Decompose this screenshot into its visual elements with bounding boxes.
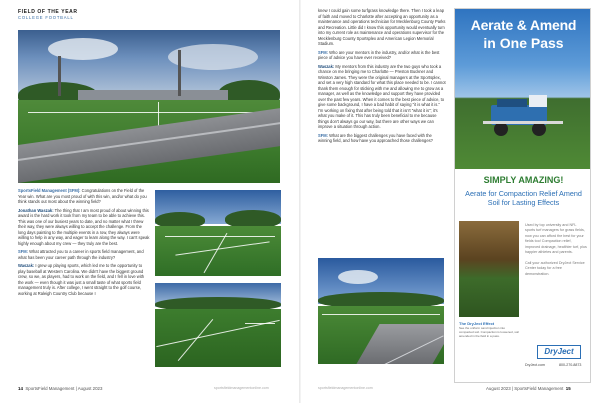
- speaker-label: Waszak:: [18, 263, 35, 268]
- right-page-number: 15: [565, 386, 571, 391]
- speaker-label: SFM:: [318, 132, 329, 138]
- field-photo-3: [318, 258, 444, 364]
- left-publication: SportsField Management: [25, 386, 75, 391]
- speaker-label: SportsField Management (SFM):: [18, 188, 81, 193]
- ad-tagline: Aerate for Compaction Relief Amend Soil for Lasting Effects: [465, 189, 582, 207]
- field-photo-2: [155, 283, 281, 367]
- dryject-advertisement[interactable]: [454, 8, 591, 383]
- para-text: Who are your mentors in the industry, and/or what is the best piece of advice you have ever received?: [318, 49, 440, 60]
- ad-cta-copy: Call your authorized DryJect Service Center today for a free demonstration.: [525, 260, 585, 276]
- section-kicker: FIELD OF THE YEAR: [18, 9, 78, 15]
- page-gutter: [299, 0, 301, 403]
- right-para-1: [318, 8, 446, 47]
- right-publication: SportsField Management: [514, 386, 564, 391]
- left-para-2: [18, 208, 150, 247]
- ad-subhead: SIMPLY AMAZING!: [483, 175, 564, 185]
- para-text: I grew up playing sports, which led me to the opportunity to play baseball at Western Carolina. We didn't have the biggest ground crew, so we, as players, had to work on the field, and I fell in love with the work — even though it was just a small taste of what sports field management truly is. After college, I went straight to the golf course, working at Raleigh Country Club because I: [18, 263, 145, 296]
- right-footer-url: sportsfieldmanagementonline.com: [318, 386, 373, 390]
- ad-website-link[interactable]: DryJect.com: [525, 363, 545, 367]
- dryject-logo[interactable]: DryJect: [537, 345, 581, 359]
- right-para-4: [318, 133, 446, 144]
- right-article-column: [318, 8, 446, 147]
- right-issue: August 2023: [486, 386, 511, 391]
- section-subtitle: COLLEGE FOOTBALL: [18, 15, 74, 20]
- ad-phone-number: 800-270-8873: [559, 363, 582, 367]
- para-text: The thing that I am most proud of about winning this award is the hard work it took from my team to be able to achieve this. This was one of our busiest years to date, and no matter what I threw their way, they were always willing to accept the challenge. From the long days painting to the multiple events in a row, they always were willing to help in any way, and eager to learn along the way. I can't speak highly enough about my crew — they truly are the best.: [18, 207, 150, 246]
- speaker-label: SFM:: [18, 249, 29, 254]
- right-footer: August 2023 | SportsField Management 15: [486, 386, 571, 391]
- para-text: My mentors from this industry are the two guys who took a chance on me bringing me to Charlotte — Preston Buckner and Winston James. They were the original managers at the Sportsplex, and set a very high standard for what this place needed to be. I cannot thank them enough for sticking with me and allowing me to grow as a manager, as well as the knowledge and support they have provided over the past few years. When it comes to the best piece of advice, to give some background, I have a bad habit of saying "it is what it is." I'm working on fixing that after being told that it isn't "what it is"; it's what you make of it. This has truly been beneficial to me because things don't always go our way, but there are other ways we can improve a situation through action.: [318, 63, 446, 129]
- aerator-machine-illustration: [483, 91, 563, 139]
- left-footer-url: sportsfieldmanagementonline.com: [214, 386, 269, 390]
- left-page-number: 14: [18, 386, 23, 391]
- ad-body-text: [525, 223, 587, 277]
- right-para-2: [318, 50, 446, 61]
- field-photo-1: [155, 190, 281, 276]
- para-text: What attracted you to a career in sports field management, and what has been your career path through the industry?: [18, 249, 144, 260]
- speaker-label: Jonathan Waszak:: [18, 207, 54, 213]
- speaker-label: SFM:: [318, 49, 329, 55]
- ad-hero-image: [455, 9, 591, 169]
- stadium-photo: [18, 30, 280, 183]
- ad-soil-photo: [459, 221, 519, 317]
- left-para-4: [18, 263, 150, 296]
- left-para-3: [18, 249, 150, 260]
- ad-caption: See the uniform sand injection into compacted soil. Compaction is loosened, soil amended in the field in a pass.: [459, 326, 519, 338]
- ad-body-copy: Used by top university and NFL sports turf managers for grass fields, now you can afford the best for your fields too! Compaction relief, improved drainage, healthier turf, plus happier athletes and parents.: [525, 223, 587, 255]
- ad-headline-line-2: in One Pass: [483, 35, 564, 51]
- para-text: knew I could gain some turfgrass knowledge there. Then I took a leap of faith and moved to Charlotte after accepting an opportunity as a maintenance and operations technician for Mecklenburg County Parks and Recreation. Little did I know this opportunity would eventually turn into my current role as maintenance and operations supervisor for the Mecklenburg County Sportsplex and American Legion Memorial Stadium.: [318, 8, 446, 46]
- left-para-1: [18, 188, 150, 205]
- left-article-column: [18, 188, 150, 299]
- left-footer: 14 SportsField Management | August 2023: [18, 386, 103, 391]
- para-text: Congratulations on the Field of the Year win. What are you most proud of with this win, and/or what do you think stands out most about the winning field?: [18, 188, 147, 204]
- ad-headline-line-1: Aerate & Amend: [470, 17, 577, 33]
- left-issue: August 2023: [77, 386, 103, 391]
- speaker-label: Waszak:: [318, 63, 335, 69]
- ad-caption-title: The DryJect Effect: [459, 321, 495, 326]
- right-para-3: [318, 64, 446, 130]
- para-text: What are the biggest challenges you have faced with the winning field, and how have you approached those challenges?: [318, 132, 433, 143]
